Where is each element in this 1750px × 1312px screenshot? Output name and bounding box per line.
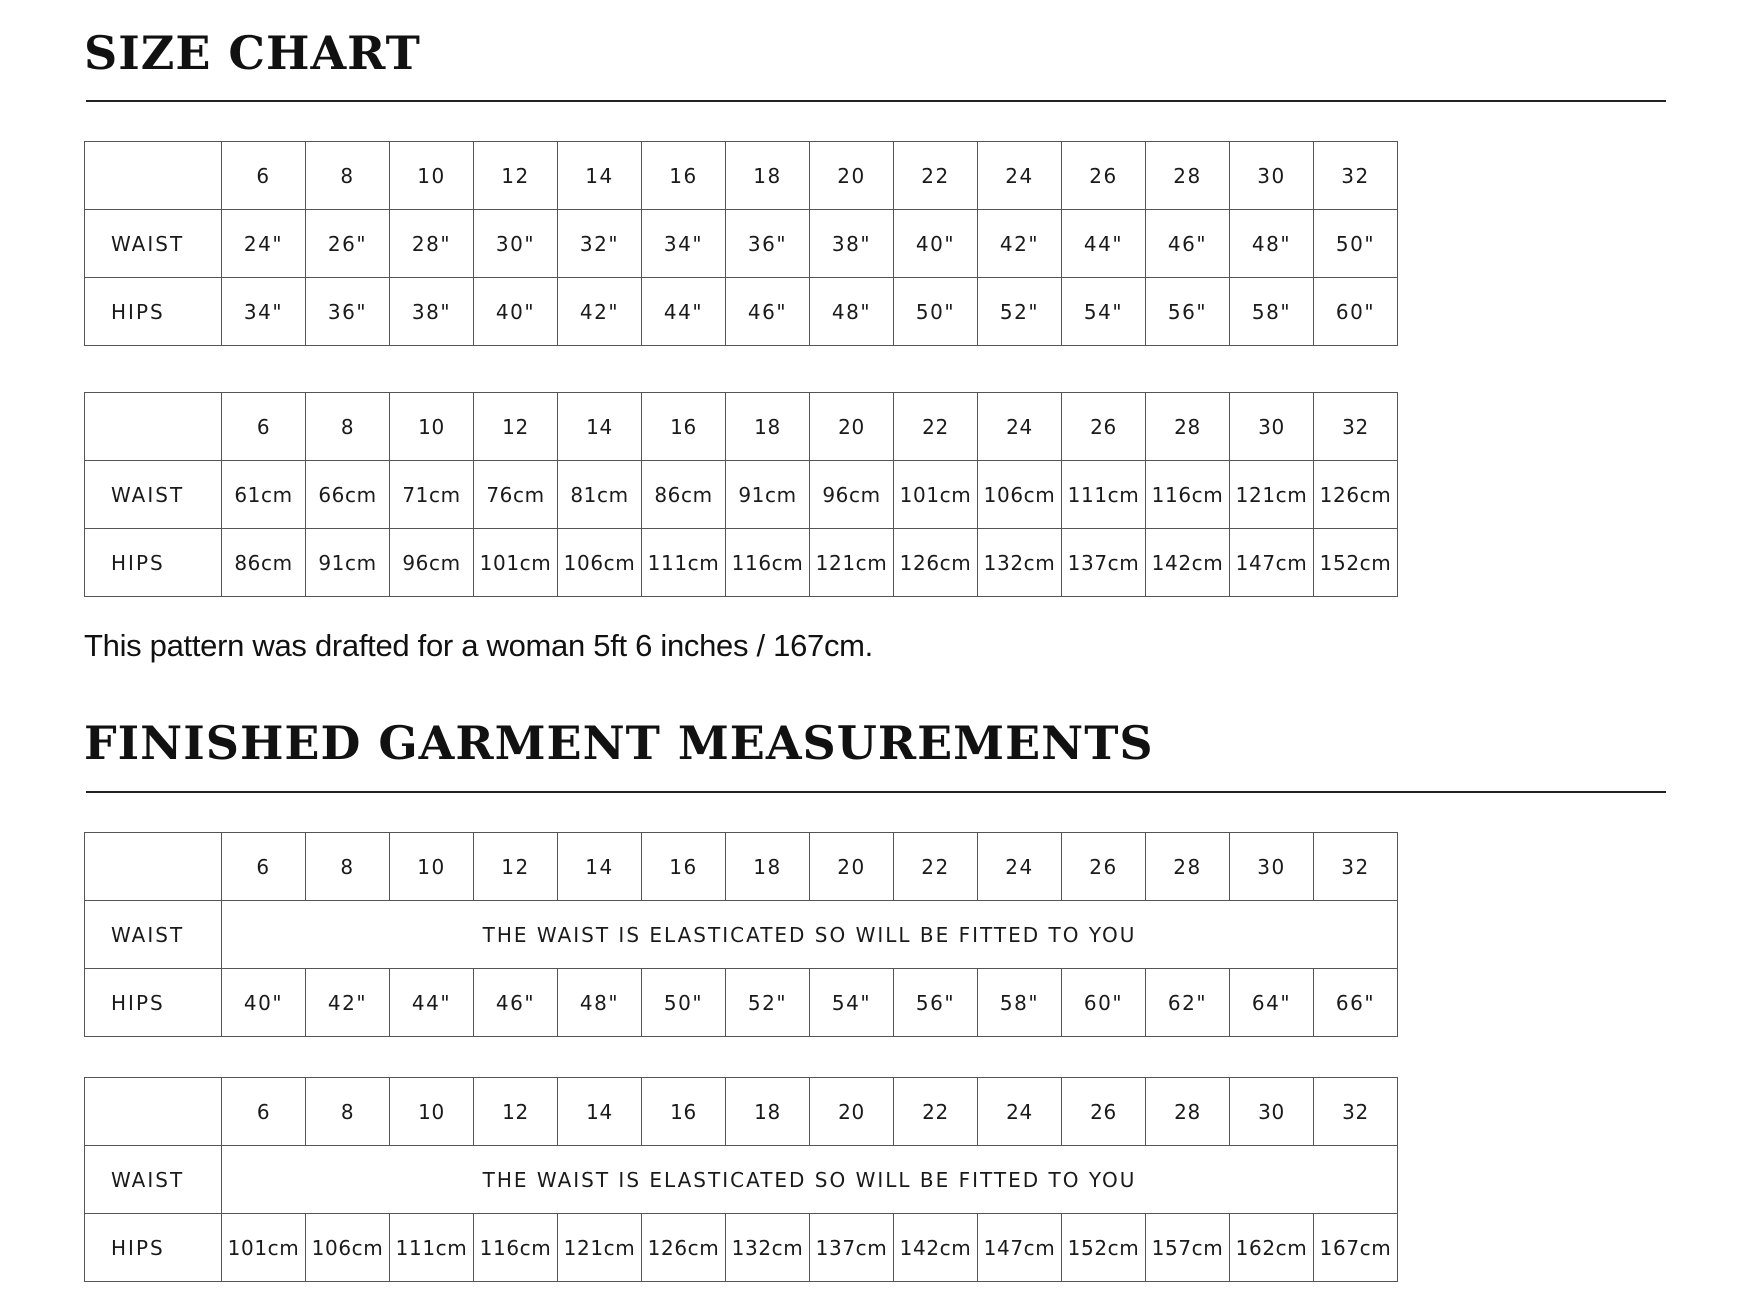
size-cell: 32 — [1314, 393, 1398, 461]
size-cell: 28 — [1146, 833, 1230, 901]
hips-cell: 58" — [1230, 278, 1314, 346]
hips-cell: 126cm — [894, 529, 978, 597]
hips-cell: 106cm — [306, 1214, 390, 1282]
waist-row-label: WAIST — [85, 461, 222, 529]
hips-cell: 52" — [978, 278, 1062, 346]
size-cell: 6 — [222, 833, 306, 901]
hips-row-label: HIPS — [85, 278, 222, 346]
size-cell: 22 — [894, 833, 978, 901]
size-cell: 20 — [810, 833, 894, 901]
hips-cell: 52" — [726, 969, 810, 1037]
waist-cell: 46" — [1146, 210, 1230, 278]
size-cell: 30 — [1230, 833, 1314, 901]
hips-cell: 132cm — [978, 529, 1062, 597]
size-cell: 30 — [1230, 142, 1314, 210]
size-cell: 6 — [222, 1078, 306, 1146]
hips-cell: 40" — [474, 278, 558, 346]
size-cell: 6 — [222, 142, 306, 210]
hips-cell: 50" — [894, 278, 978, 346]
size-cell: 28 — [1146, 1078, 1230, 1146]
hips-cell: 58" — [978, 969, 1062, 1037]
waist-cell: 36" — [726, 210, 810, 278]
waist-cell: 42" — [978, 210, 1062, 278]
hips-cell: 48" — [810, 278, 894, 346]
hips-cell: 66" — [1314, 969, 1398, 1037]
hips-row — [85, 529, 1398, 597]
waist-cell: 30" — [474, 210, 558, 278]
hips-cell: 101cm — [474, 529, 558, 597]
waist-cell: 76cm — [474, 461, 558, 529]
hips-row — [85, 1214, 1398, 1282]
hips-cell: 44" — [642, 278, 726, 346]
size-cell: 10 — [390, 393, 474, 461]
finished-garment-divider — [86, 791, 1666, 793]
size-cell: 22 — [894, 393, 978, 461]
hips-cell: 152cm — [1314, 529, 1398, 597]
hips-cell: 91cm — [306, 529, 390, 597]
hips-row — [85, 278, 1398, 346]
size-cell: 20 — [810, 142, 894, 210]
hips-cell: 54" — [810, 969, 894, 1037]
hips-cell: 46" — [474, 969, 558, 1037]
waist-cell: 38" — [810, 210, 894, 278]
size-row — [85, 833, 1398, 901]
size-chart-cm-table — [84, 392, 1398, 597]
size-cell: 6 — [222, 393, 306, 461]
size-row-label — [85, 393, 222, 461]
hips-cell: 54" — [1062, 278, 1146, 346]
size-cell: 10 — [390, 1078, 474, 1146]
finished-garment-title: FINISHED GARMENT MEASUREMENTS — [84, 716, 1154, 770]
waist-cell: 86cm — [642, 461, 726, 529]
size-cell: 8 — [306, 142, 390, 210]
size-cell: 14 — [558, 142, 642, 210]
size-row-label — [85, 1078, 222, 1146]
size-chart-title: SIZE CHART — [84, 26, 421, 80]
waist-cell: 71cm — [390, 461, 474, 529]
waist-cell: 116cm — [1146, 461, 1230, 529]
waist-cell: 24" — [222, 210, 306, 278]
waist-cell: 111cm — [1062, 461, 1146, 529]
size-cell: 16 — [642, 142, 726, 210]
hips-cell: 147cm — [1230, 529, 1314, 597]
size-cell: 10 — [390, 833, 474, 901]
hips-cell: 56" — [894, 969, 978, 1037]
size-cell: 24 — [978, 1078, 1062, 1146]
hips-row — [85, 969, 1398, 1037]
size-cell: 14 — [558, 1078, 642, 1146]
hips-cell: 116cm — [726, 529, 810, 597]
size-cell: 24 — [978, 142, 1062, 210]
waist-cell: 34" — [642, 210, 726, 278]
hips-cell: 48" — [558, 969, 642, 1037]
size-row-label — [85, 833, 222, 901]
waist-row — [85, 461, 1398, 529]
size-cell: 18 — [726, 142, 810, 210]
waist-cell: 96cm — [810, 461, 894, 529]
hips-cell: 86cm — [222, 529, 306, 597]
hips-cell: 64" — [1230, 969, 1314, 1037]
size-row — [85, 142, 1398, 210]
hips-row-label: HIPS — [85, 529, 222, 597]
hips-cell: 111cm — [390, 1214, 474, 1282]
size-cell: 8 — [306, 833, 390, 901]
waist-cell: 26" — [306, 210, 390, 278]
pattern-height-note: This pattern was drafted for a woman 5ft 6 inches / 167cm. — [84, 628, 873, 663]
waist-cell: 126cm — [1314, 461, 1398, 529]
finished-garment-inches-table — [84, 832, 1398, 1037]
hips-cell: 152cm — [1062, 1214, 1146, 1282]
waist-cell: 81cm — [558, 461, 642, 529]
size-cell: 26 — [1062, 833, 1146, 901]
waist-cell: 106cm — [978, 461, 1062, 529]
hips-cell: 137cm — [1062, 529, 1146, 597]
waist-cell: 48" — [1230, 210, 1314, 278]
waist-row — [85, 210, 1398, 278]
size-cell: 14 — [558, 833, 642, 901]
size-cell: 20 — [810, 1078, 894, 1146]
waist-cell: 66cm — [306, 461, 390, 529]
hips-cell: 167cm — [1314, 1214, 1398, 1282]
size-cell: 12 — [474, 393, 558, 461]
hips-cell: 46" — [726, 278, 810, 346]
hips-row-label: HIPS — [85, 969, 222, 1037]
size-cell: 30 — [1230, 1078, 1314, 1146]
size-cell: 26 — [1062, 1078, 1146, 1146]
waist-elastic-note: THE WAIST IS ELASTICATED SO WILL BE FITTED TO YOU — [222, 901, 1398, 969]
hips-cell: 132cm — [726, 1214, 810, 1282]
hips-cell: 56" — [1146, 278, 1230, 346]
size-cell: 28 — [1146, 142, 1230, 210]
size-cell: 14 — [558, 393, 642, 461]
waist-cell: 44" — [1062, 210, 1146, 278]
size-cell: 22 — [894, 1078, 978, 1146]
size-cell: 32 — [1314, 142, 1398, 210]
size-chart-divider — [86, 100, 1666, 102]
size-cell: 24 — [978, 833, 1062, 901]
waist-row — [85, 901, 1398, 969]
size-row — [85, 393, 1398, 461]
hips-cell: 126cm — [642, 1214, 726, 1282]
size-cell: 12 — [474, 142, 558, 210]
waist-cell: 61cm — [222, 461, 306, 529]
hips-cell: 106cm — [558, 529, 642, 597]
size-cell: 26 — [1062, 393, 1146, 461]
size-cell: 22 — [894, 142, 978, 210]
size-cell: 12 — [474, 1078, 558, 1146]
waist-cell: 101cm — [894, 461, 978, 529]
hips-cell: 142cm — [1146, 529, 1230, 597]
size-cell: 28 — [1146, 393, 1230, 461]
hips-cell: 42" — [306, 969, 390, 1037]
waist-row-label: WAIST — [85, 210, 222, 278]
size-cell: 32 — [1314, 1078, 1398, 1146]
size-cell: 12 — [474, 833, 558, 901]
hips-row-label: HIPS — [85, 1214, 222, 1282]
hips-cell: 42" — [558, 278, 642, 346]
hips-cell: 36" — [306, 278, 390, 346]
hips-cell: 142cm — [894, 1214, 978, 1282]
waist-row-label: WAIST — [85, 901, 222, 969]
size-cell: 20 — [810, 393, 894, 461]
size-cell: 18 — [726, 1078, 810, 1146]
size-cell: 16 — [642, 393, 726, 461]
hips-cell: 137cm — [810, 1214, 894, 1282]
hips-cell: 60" — [1062, 969, 1146, 1037]
waist-cell: 91cm — [726, 461, 810, 529]
size-cell: 26 — [1062, 142, 1146, 210]
size-cell: 8 — [306, 1078, 390, 1146]
size-cell: 32 — [1314, 833, 1398, 901]
hips-cell: 34" — [222, 278, 306, 346]
hips-cell: 162cm — [1230, 1214, 1314, 1282]
hips-cell: 121cm — [810, 529, 894, 597]
size-cell: 8 — [306, 393, 390, 461]
hips-cell: 121cm — [558, 1214, 642, 1282]
waist-cell: 50" — [1314, 210, 1398, 278]
waist-cell: 32" — [558, 210, 642, 278]
hips-cell: 50" — [642, 969, 726, 1037]
hips-cell: 101cm — [222, 1214, 306, 1282]
size-row-label — [85, 142, 222, 210]
waist-row-label: WAIST — [85, 1146, 222, 1214]
size-cell: 24 — [978, 393, 1062, 461]
waist-row — [85, 1146, 1398, 1214]
finished-garment-cm-table — [84, 1077, 1398, 1282]
hips-cell: 147cm — [978, 1214, 1062, 1282]
size-cell: 10 — [390, 142, 474, 210]
size-cell: 16 — [642, 1078, 726, 1146]
hips-cell: 62" — [1146, 969, 1230, 1037]
hips-cell: 111cm — [642, 529, 726, 597]
size-row — [85, 1078, 1398, 1146]
size-cell: 18 — [726, 393, 810, 461]
waist-cell: 121cm — [1230, 461, 1314, 529]
hips-cell: 44" — [390, 969, 474, 1037]
waist-cell: 28" — [390, 210, 474, 278]
hips-cell: 40" — [222, 969, 306, 1037]
hips-cell: 60" — [1314, 278, 1398, 346]
waist-elastic-note: THE WAIST IS ELASTICATED SO WILL BE FITTED TO YOU — [222, 1146, 1398, 1214]
hips-cell: 38" — [390, 278, 474, 346]
size-cell: 16 — [642, 833, 726, 901]
hips-cell: 96cm — [390, 529, 474, 597]
hips-cell: 116cm — [474, 1214, 558, 1282]
size-chart-inches-table — [84, 141, 1398, 346]
waist-cell: 40" — [894, 210, 978, 278]
size-cell: 30 — [1230, 393, 1314, 461]
size-cell: 18 — [726, 833, 810, 901]
hips-cell: 157cm — [1146, 1214, 1230, 1282]
